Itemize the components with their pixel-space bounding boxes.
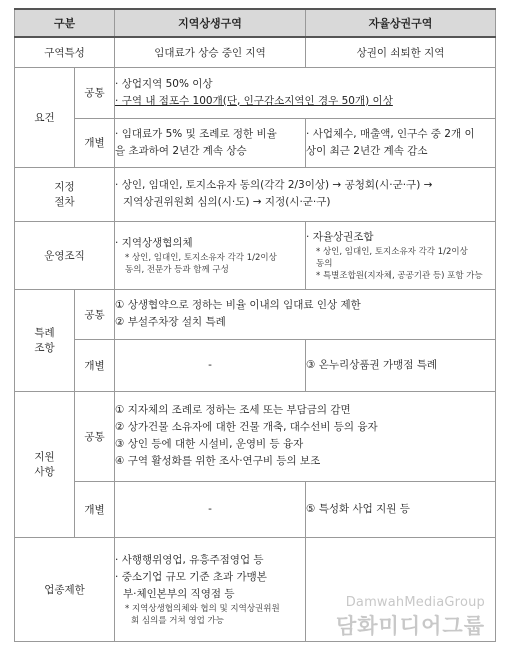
- requirements-zone2-line2: 상이 최근 2년간 계속 감소: [306, 144, 428, 157]
- designation-label-line1: 지정: [54, 181, 75, 193]
- special-label: [15, 289, 75, 391]
- organization-label: 운영조직: [15, 221, 115, 289]
- special-label-line2: 조항: [34, 342, 55, 354]
- district-char-row: [15, 37, 496, 67]
- requirements-individual-label: 개별: [75, 118, 115, 167]
- designation-cell: [115, 167, 496, 221]
- organization-row: [15, 221, 496, 289]
- requirements-zone2-line1: · 사업체수, 매출액, 인구수 중 2개 이: [306, 127, 475, 140]
- requirements-individual-row: [15, 118, 496, 167]
- business-line1: · 사행행위영업, 유흥주점영업 등: [115, 553, 264, 566]
- requirements-zone1-cell: [115, 118, 306, 167]
- support-individual-label: 개별: [75, 481, 115, 537]
- designation-line1: · 상인, 임대인, 토지소유자 동의(각각 2/3이상) → 공청회(시·군·구) →: [115, 179, 433, 191]
- support-zone1-individual: -: [115, 481, 306, 537]
- header-zone1: 지역상생구역: [115, 9, 306, 37]
- special-common-cell: [115, 289, 496, 339]
- header-zone2: 자율상권구역: [306, 9, 496, 37]
- designation-row: [15, 167, 496, 221]
- organization-zone1-cell: [115, 221, 306, 289]
- organization-zone1-note2: 동의, 전문가 등과 함께 구성: [125, 264, 229, 275]
- header-row: [15, 9, 496, 37]
- organization-zone1-note1: * 상인, 임대인, 토지소유자 각각 1/2이상: [125, 252, 277, 263]
- organization-zone2-note2: 동의: [316, 258, 333, 269]
- designation-label-line2: 절차: [54, 196, 75, 208]
- support-common-line1: ① 지자체의 조례로 정하는 조세 또는 부담금의 감면: [115, 404, 351, 416]
- requirements-common-label: 공통: [75, 67, 115, 118]
- requirements-common-line1: · 상업지역 50% 이상: [115, 77, 213, 90]
- requirements-zone1-line1: · 임대료가 5% 및 조례로 정한 비율: [115, 127, 277, 140]
- organization-zone2-note1: * 상인, 임대인, 토지소유자 각각 1/2이상: [316, 246, 468, 257]
- business-line3: 부·체인본부의 직영점 등: [123, 587, 235, 600]
- designation-label: [15, 167, 115, 221]
- requirements-common-row: [15, 67, 496, 118]
- support-common-label: 공통: [75, 391, 115, 481]
- special-individual-label: 개별: [75, 339, 115, 391]
- watermark-english: DamwahMediaGroup: [345, 595, 485, 610]
- organization-zone1-title: · 지역상생협의체: [115, 236, 193, 249]
- special-common-row: [15, 289, 496, 339]
- watermark: [336, 595, 485, 640]
- special-zone2-individual: ③ 온누리상품권 가맹점 특례: [306, 339, 496, 391]
- support-label-line2: 사항: [34, 466, 55, 478]
- organization-zone2-note3: * 특별조합원(지자체, 공공기관 등) 포함 가능: [316, 270, 483, 281]
- support-label-line1: 지원: [34, 451, 55, 463]
- watermark-korean: 담화미디어그룹: [335, 614, 485, 638]
- support-label: [15, 391, 75, 537]
- district-char-label: 구역특성: [15, 37, 115, 67]
- special-individual-row: [15, 339, 496, 391]
- support-common-row: [15, 391, 496, 481]
- requirements-zone1-line2: 을 초과하여 2년간 계속 상승: [115, 144, 247, 157]
- business-note1: * 지역상생협의체와 협의 및 지역상권위원: [125, 603, 280, 614]
- business-label: 업종제한: [15, 537, 115, 641]
- requirements-label: 요건: [15, 67, 75, 167]
- district-char-zone1: 임대료가 상승 중인 지역: [115, 37, 306, 67]
- organization-zone2-title: · 자율상권조합: [306, 230, 374, 243]
- support-common-line4: ④ 구역 활성화를 위한 조사·연구비 등의 보조: [115, 455, 321, 467]
- business-note2: 회 심의를 거쳐 영업 가능: [131, 615, 224, 626]
- special-common-label: 공통: [75, 289, 115, 339]
- support-zone2-individual: ⑤ 특성화 사업 지원 등: [306, 481, 496, 537]
- zone-comparison-table: [14, 8, 496, 642]
- support-common-cell: [115, 391, 496, 481]
- support-common-line2: ② 상가건물 소유자에 대한 건물 개축, 대수선비 등의 융자: [115, 421, 378, 433]
- organization-zone2-cell: [306, 221, 496, 289]
- requirements-common-line2: · 구역 내 점포수 100개(단, 인구감소지역인 경우 50개) 이상: [115, 94, 393, 107]
- support-common-line3: ③ 상인 등에 대한 시설비, 운영비 등 융자: [115, 438, 304, 450]
- business-line2: · 중소기업 규모 기준 초과 가맹본: [115, 570, 267, 583]
- district-char-zone2: 상권이 쇠퇴한 지역: [306, 37, 496, 67]
- header-category: 구분: [15, 9, 115, 37]
- business-zone1-cell: [115, 537, 306, 641]
- special-zone1-individual: -: [115, 339, 306, 391]
- designation-line2: 지역상권위원회 심의(시·도) → 지정(시·군·구): [123, 196, 331, 208]
- special-common-line2: ② 부설주차장 설치 특례: [115, 316, 226, 328]
- requirements-zone2-cell: [306, 118, 496, 167]
- special-label-line1: 특례: [34, 327, 55, 339]
- requirements-common-cell: [115, 67, 496, 118]
- special-common-line1: ① 상생협약으로 정하는 비율 이내의 임대료 인상 제한: [115, 299, 361, 311]
- support-individual-row: [15, 481, 496, 537]
